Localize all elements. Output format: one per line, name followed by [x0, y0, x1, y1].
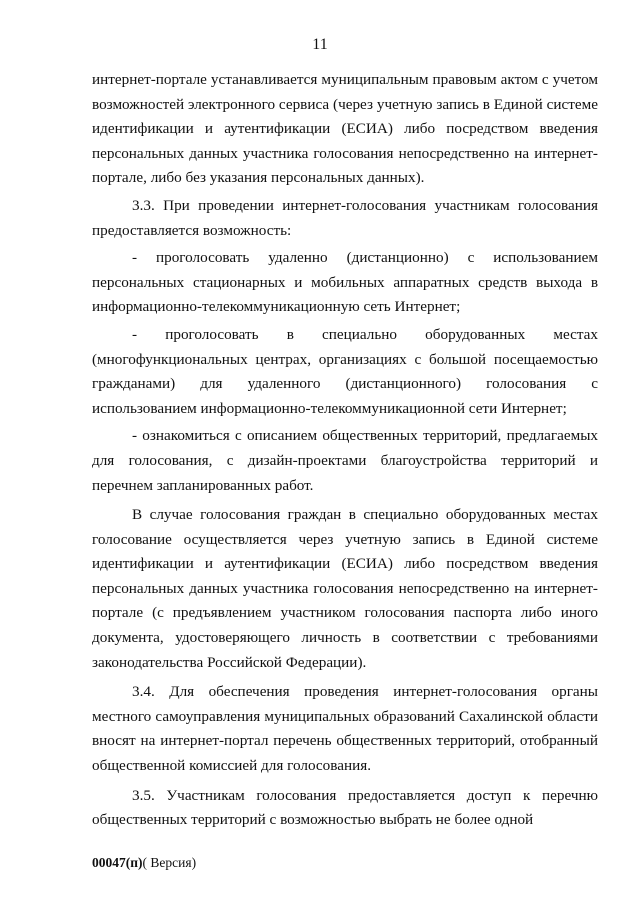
document-code: 00047(п) [92, 855, 143, 870]
paragraph-3-5: 3.5. Участникам голосования предоставляется доступ к перечню общественных территорий с возможностью выбрать не более одной [92, 786, 598, 829]
paragraph-3-3: 3.3. При проведении интернет-голосования участникам голосования предоставляется возможность: [92, 196, 598, 239]
paragraph-3-4: 3.4. Для обеспечения проведения интернет-голосования органы местного самоуправления муниципальных образований Сахалинской области вносят на интернет-портал перечень общественных территорий, отобранный общественной комиссией для голосования. [92, 683, 598, 775]
document-footer [92, 855, 196, 871]
paragraph-voting-in-equipped-places: В случае голосования граждан в специально оборудованных местах голосование осуществляется через учетную запись в Единой системе идентификации и аутентификации (ЕСИА) либо посредством введения персональных данных участника голосования непосредственно на интернет-портале (с предъявлением участником голосования паспорта либо иного документа, удостоверяющего личность в соответствии с требованиями законодательства Российской Федерации). [92, 506, 598, 671]
list-item-vote-remote: - проголосовать удаленно (дистанционно) с использованием персональных стационарных и мобильных аппаратных средств выхода в информационно-телекоммуникационную сеть Интернет; [92, 249, 598, 316]
paragraph-portal-registration: интернет-портале устанавливается муниципальным правовым актом с учетом возможностей электронного сервиса (через учетную запись в Единой системе идентификации и аутентификации (ЕСИА) либо посредством введения персональных данных участника голосования непосредственно на интернет-портале, либо без указания персональных данных). [92, 71, 598, 187]
list-item-vote-equipped-places: - проголосовать в специально оборудованных местах (многофункциональных центрах, организациях с большой посещаемостью гражданами) для удаленного (дистанционного) голосования с использованием информационно-телекоммуникационной сети Интернет; [92, 325, 598, 417]
page-number: 11 [312, 36, 328, 53]
version-label: ( Версия) [142, 855, 197, 870]
document-body [92, 68, 598, 833]
list-item-review-territories: - ознакомиться с описанием общественных территорий, предлагаемых для голосования, с дизайн-проектами благоустройства территорий и перечнем запланированных работ. [92, 427, 598, 494]
